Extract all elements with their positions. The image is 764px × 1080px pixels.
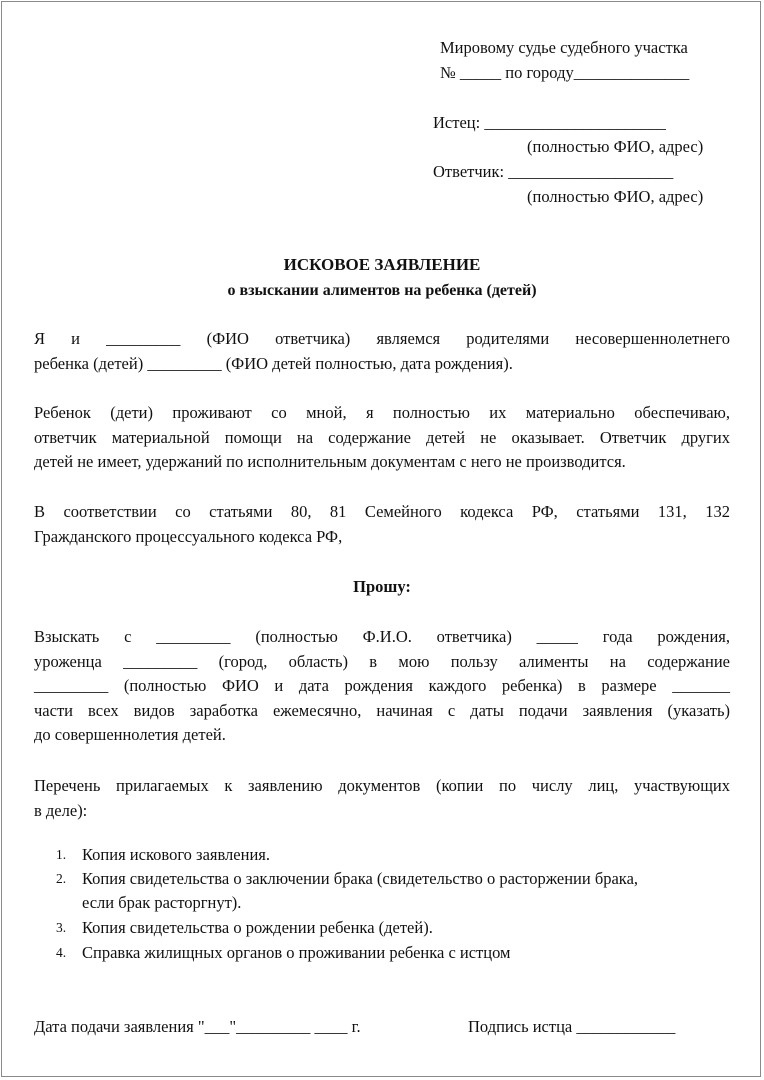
list-item-number: 3. bbox=[56, 920, 67, 935]
text-line: до совершеннолетия детей. bbox=[34, 725, 226, 744]
defendant-field: Ответчик: ____________________ bbox=[433, 162, 674, 181]
list-item: Копия свидетельства о рождении ребенка (детей). bbox=[82, 918, 433, 937]
text-line: Перечень прилагаемых к заявлению документов (копии по числу лиц, участвующих bbox=[34, 776, 730, 795]
text-line: части всех видов заработка ежемесячно, начиная с даты подачи заявления (указать) bbox=[34, 700, 730, 720]
court-addressee: Мировому судье судебного участка bbox=[440, 38, 688, 57]
paragraph-parents bbox=[34, 327, 730, 376]
text-line: Ребенок (дети) проживают со мной, я полностью их материально обеспечиваю, bbox=[34, 403, 730, 422]
text-line: ответчик материальной помощи на содержание детей не оказывает. Ответчик других bbox=[34, 427, 730, 447]
attachments-intro bbox=[34, 774, 730, 823]
defendant-note: (полностью ФИО, адрес) bbox=[527, 187, 704, 206]
list-item-number: 1. bbox=[56, 847, 67, 862]
paragraph-request bbox=[34, 625, 730, 748]
text-line: _________ (полностью ФИО и дата рождения каждого ребенка) в размере _______ bbox=[34, 676, 730, 695]
text-line: в деле): bbox=[34, 800, 88, 820]
plaintiff-note: (полностью ФИО, адрес) bbox=[527, 137, 704, 156]
signature-field: Подпись истца ____________ bbox=[468, 1017, 676, 1036]
text-line: ребенка (детей) _________ (ФИО детей полностью, дата рождения). bbox=[34, 353, 513, 373]
filing-date-field: Дата подачи заявления "___"_________ ____ г. bbox=[34, 1017, 361, 1036]
text-line: В соответствии со статьями 80, 81 Семейного кодекса РФ, статьями 131, 132 bbox=[34, 502, 730, 521]
list-item: Копия свидетельства о заключении брака (свидетельство о расторжении брака, bbox=[82, 869, 639, 888]
document-subtitle: о взыскании алиментов на ребенка (детей) bbox=[227, 282, 537, 299]
court-district: № _____ по городу______________ bbox=[440, 63, 690, 82]
text-line: Я и _________ (ФИО ответчика) являемся родителями несовершеннолетнего bbox=[34, 329, 730, 348]
list-item: Копия искового заявления. bbox=[82, 845, 270, 864]
paragraph-legal-basis bbox=[34, 500, 730, 549]
list-item: Справка жилищных органов о проживании ребенка с истцом bbox=[82, 943, 511, 962]
text-line: Гражданского процессуального кодекса РФ, bbox=[34, 526, 343, 546]
document-title: ИСКОВОЕ ЗАЯВЛЕНИЕ bbox=[283, 255, 481, 274]
paragraph-support bbox=[34, 401, 730, 475]
request-heading: Прошу: bbox=[353, 577, 411, 596]
list-item-continuation: если брак расторгнут). bbox=[82, 893, 242, 912]
plaintiff-field: Истец: ______________________ bbox=[433, 113, 666, 132]
list-item-number: 2. bbox=[56, 871, 67, 886]
list-item-number: 4. bbox=[56, 945, 67, 960]
text-line: уроженца _________ (город, область) в мою пользу алименты на содержание bbox=[34, 651, 730, 671]
text-line: Взыскать с _________ (полностью Ф.И.О. ответчика) _____ года рождения, bbox=[34, 627, 730, 646]
text-line: детей не имеет, удержаний по исполнительным документам с него не производится. bbox=[34, 452, 626, 471]
